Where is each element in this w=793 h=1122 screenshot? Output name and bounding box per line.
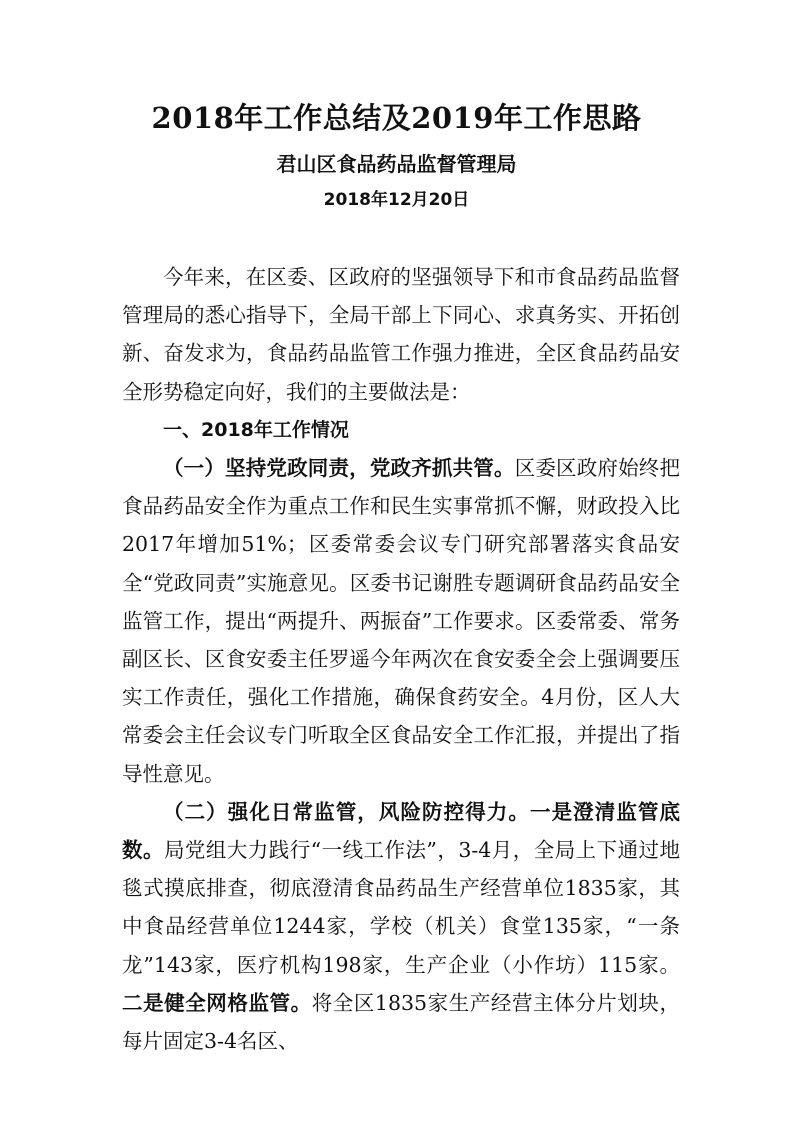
paragraph-lead: （一）坚持党政同责，党政齐抓共管。	[163, 456, 515, 481]
paragraph-lead: （二）强化日常监管，风险防控得力。	[163, 799, 530, 824]
intro-paragraph: 今年来，在区委、区政府的坚强领导下和市食品药品监督管理局的悉心指导下，全局干部上下同心、求真务实、开拓创新、奋发求为，食品药品监管工作强力推进，全区食品药品安全形势稳定向好，我们的主要做法是：	[122, 265, 680, 404]
document-date: 2018年12月20日	[323, 190, 470, 210]
document-body	[122, 258, 680, 1060]
issuing-organization: 君山区食品药品监督管理局	[276, 152, 517, 176]
paragraph-text: 将全区1835家生产经营主体分片划块，每片固定3-4名区、	[122, 990, 681, 1054]
paragraph-text: 区委区政府始终把食品药品安全作为重点工作和民生实事常抓不懈，财政投入比2017年增加51%；区委常委会议专门研究部署落实食品安全“党政同责”实施意见。区委书记谢胜专题调研食品药品安全监管工作，提出“两提升、两振奋”工作要求。区委常委、常务副区长、区食安委主任罗遥今年两次在食安委全会上强调要压实工作责任，强化工作措施，确保食药安全。4月份，区人大常委会主任会议专门听取全区食品安全工作汇报，并提出了指导性意见。	[122, 456, 680, 786]
paragraph-party-responsibility	[122, 449, 680, 793]
document-title: 2018年工作总结及2019年工作思路	[151, 101, 642, 135]
paragraph-daily-supervision	[122, 793, 680, 1060]
point-label: 一是澄清监管底数。	[122, 799, 681, 863]
section-heading: 一、2018年工作情况	[163, 418, 349, 441]
point-label: 二是健全网格监管。	[122, 990, 312, 1015]
paragraph-text: 局党组大力践行“一线工作法”，3-4月，全局上下通过地毯式摸底排查，彻底澄清食品药品生产经营单位1835家，其中食品经营单位1244家，学校（机关）食堂135家，“一条龙”143家，医疗机构198家，生产企业（小作坊）115家。	[122, 838, 681, 977]
